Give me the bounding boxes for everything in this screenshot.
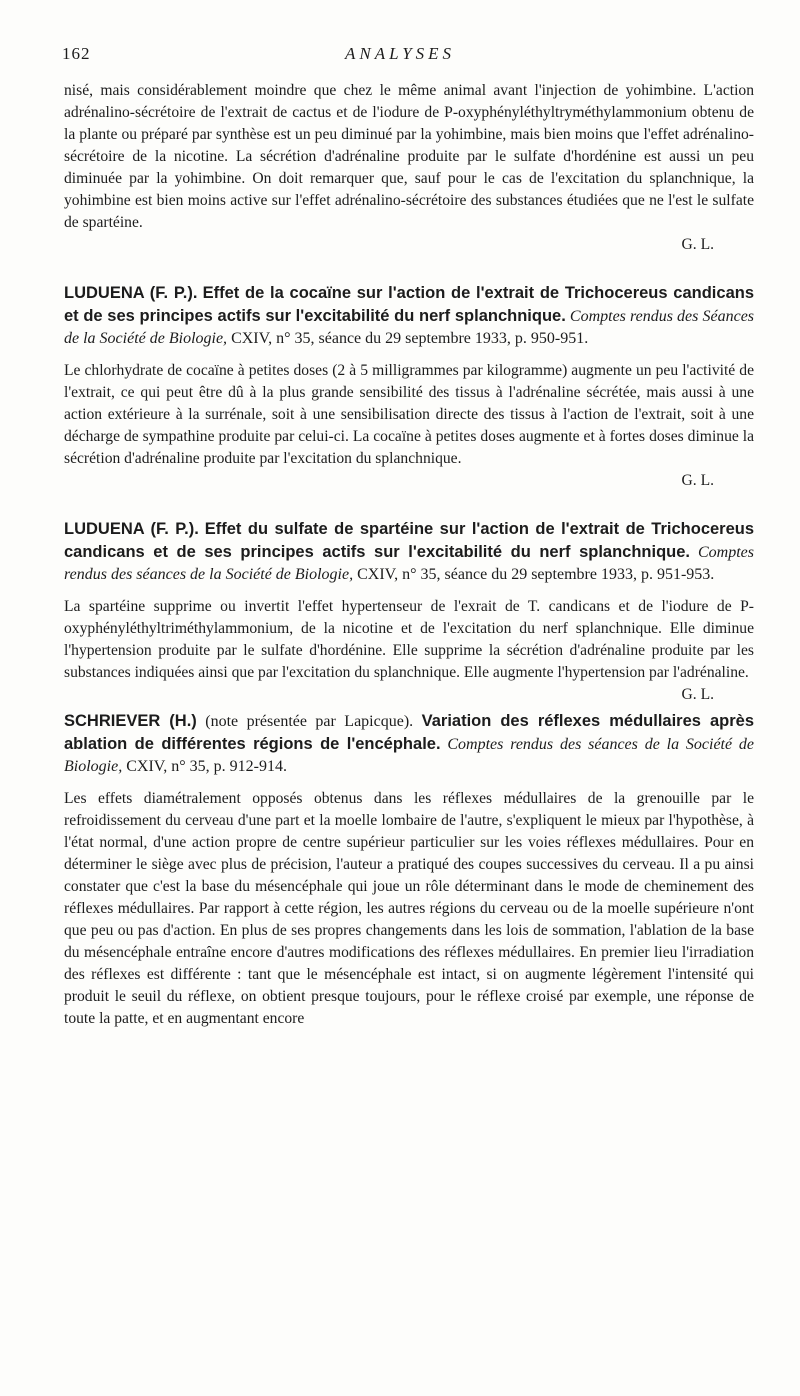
page-header bbox=[62, 44, 738, 70]
entry-journal: Comptes rendus des séances de la Société de Biologie, bbox=[64, 544, 754, 583]
entry-signature: G. L. bbox=[681, 686, 714, 703]
page-number: 162 bbox=[62, 44, 91, 63]
abstract-entry-3 bbox=[64, 710, 754, 1030]
entry-heading bbox=[64, 710, 754, 778]
entry-author: LUDUENA (F. P.). bbox=[64, 520, 199, 538]
abstract-entry-2 bbox=[64, 518, 755, 703]
entry-journal: Comptes rendus des séances de la Société de Biologie, bbox=[64, 736, 755, 775]
entry-title: Effet de la cocaïne sur l'action de l'extrait de Trichocereus candicans et de ses principes actifs sur l'excitabilité du nerf splanchnique. bbox=[64, 284, 754, 325]
abstract-entry-1 bbox=[64, 282, 754, 492]
entry-citation: CXIV, n° 35, séance du 29 septembre 1933, p. 951-953. bbox=[357, 566, 715, 583]
entry-heading bbox=[64, 518, 754, 586]
entry-body: Le chlorhydrate de cocaïne à petites doses (2 à 5 milligrammes par kilogramme) augmente un peu l'activité de l'extrait, ce qui peut être dû à la plus grande sensibilité des tissus à l'adrénaline sécrétée, mais aussi à une action extérieure à la surrénale, soit à une sensibilisation directe des tissus à l'action de l'extrait, soit à une décharge de sympathine produite par celui-ci. La cocaïne à petites doses augmente et à fortes doses diminue la sécrétion d'adrénaline produite par l'excitation du splanchnique. bbox=[64, 362, 754, 467]
intro-paragraph: nisé, mais considérablement moindre que chez le même animal avant l'injection de yohimbine. L'action adrénalino-sécrétoire de l'extrait de cactus et de l'iodure de P-oxyphényléthyltryméthylammonium obtenu de la plante ou préparé par synthèse est un peu diminué par la yohimbine, mais bien moins que l'effet adrénalino-sécrétoire de la nicotine. La sécrétion d'adrénaline produite par le sulfate d'hordénine est aussi un peu diminuée par la yohimbine. On doit remarquer que, sauf pour le cas de l'excitation du splanchnique, la yohimbine est bien moins active sur l'effet adrénalino-sécrétoire des substances étudiées que ne l'est le sulfate de spartéine. bbox=[64, 82, 754, 231]
entry-body: Les effets diamétralement opposés obtenus dans les réflexes médullaires de la grenouille par le refroidissement du cerveau d'une part et la moelle lombaire de l'autre, s'expliquent le mieux par l'hypothèse, à l'état normal, d'une action propre de centre supérieur particulier sur les voies réflexes médullaires. Pour en déterminer le siège avec plus de précision, l'auteur a pratiqué des coupes successives du cerveau. Il a pu ainsi constater que c'est la base du mésencéphale qui joue un rôle déterminant dans le mode de cheminement des réflexes médullaires. Par rapport à cette région, les autres régions du cerveau ou de la moelle supérieure n'ont que peu ou pas d'action. En plus de ses propres changements dans les lois de sommation, l'ablation de la base du mésencéphale entraîne encore d'autres modifications des réflexes médullaires. En premier lieu l'irradiation des réflexes est différente : tant que le mésencéphale est intact, si on augmente légèrement l'intensité qui produit le seuil du réflexe, on obtient presque toujours, pour le réflexe croisé par exemple, une réponse de toute la patte, et en augmentant encore bbox=[64, 790, 754, 1027]
entry-citation: CXIV, n° 35, p. 912-914. bbox=[126, 758, 287, 775]
entry-body-text: La spartéine supprime ou invertit l'effet hypertenseur de l'exrait de T. candicans et de l'iodure de P-oxyphényléthyltriméthylammonium, de la nicotine et de l'excitation du nerf splanchnique. Elle diminue l'hypertension produite par le sulfate d'hordénine. Elle supprime la sécrétion d'adrénaline produite par les substances indiquées ainsi que par l'excitation du splanchnique. Elle augmente l'hypertension par l'adrénaline. bbox=[64, 598, 754, 681]
entry-citation: CXIV, n° 35, séance du 29 septembre 1933, p. 950-951. bbox=[231, 330, 589, 347]
entry-author: SCHRIEVER (H.) bbox=[64, 712, 197, 730]
page-content bbox=[64, 80, 754, 1030]
entry-journal: Comptes rendus des Séances de la Société de Biologie, bbox=[64, 308, 755, 347]
entry-title: Variation des réflexes médullaires après ablation de différentes régions de l'encéphale. bbox=[64, 712, 755, 753]
entry-heading bbox=[64, 282, 754, 350]
entry-presenter: (note présentée par Lapicque). bbox=[205, 713, 414, 730]
intro-signature: G. L. bbox=[681, 236, 714, 253]
running-title: ANALYSES bbox=[344, 44, 456, 63]
entry-signature: G. L. bbox=[681, 472, 714, 489]
entry-author: LUDUENA (F. P.). bbox=[64, 284, 198, 302]
entry-body bbox=[64, 596, 754, 703]
entry-title: Effet du sulfate de spartéine sur l'action de l'extrait de Trichocereus candicans et de ses principes actifs sur l'excitabilité du nerf splanchnique. bbox=[64, 520, 755, 561]
